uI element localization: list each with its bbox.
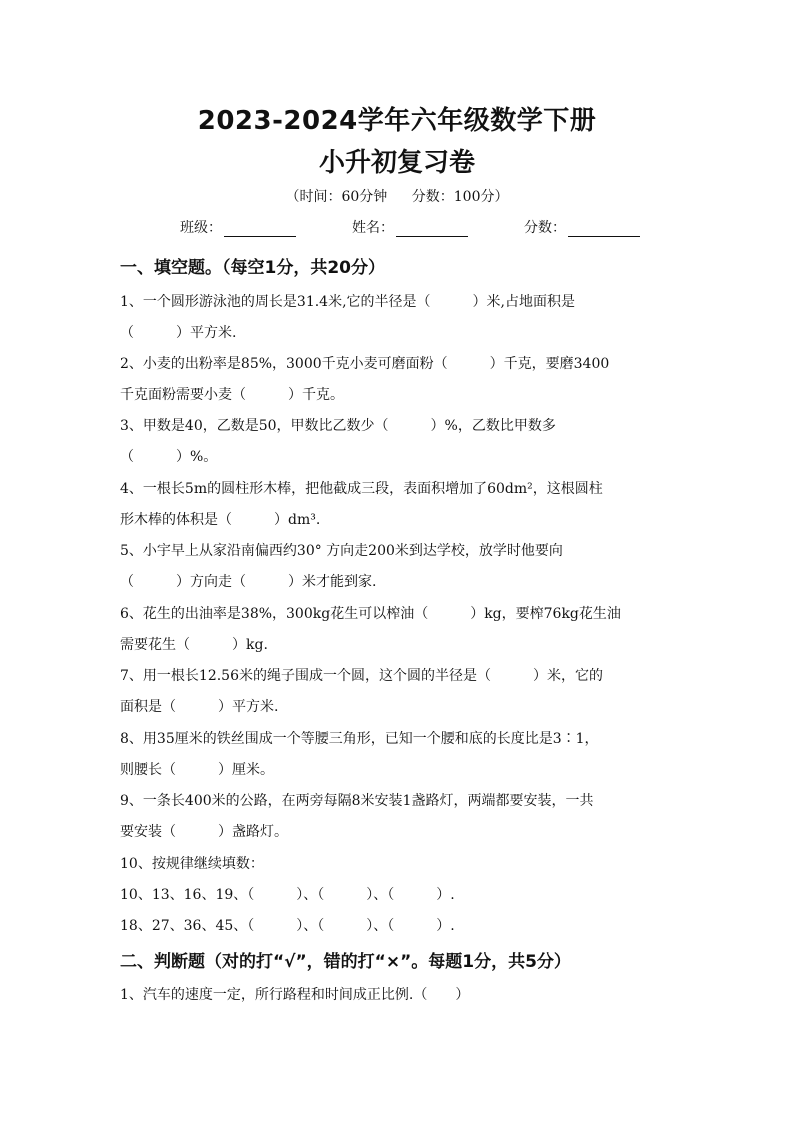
- question-line: 3、甲数是40，乙数是50，甲数比乙数少（ ）%，乙数比甲数多: [120, 418, 556, 434]
- question-line: 18、27、36、45、（ ）、（ ）、（ ）.: [120, 918, 455, 934]
- question-line: 2、小麦的出粉率是85%，3000千克小麦可磨面粉（ ）千克，要磨3400: [120, 356, 610, 372]
- question-line: 10、按规律继续填数：: [120, 856, 264, 872]
- score-info: 分数：100分）: [411, 189, 509, 205]
- question-line: 6、花生的出油率是38%，300kg花生可以榨油（ ）kg，要榨76kg花生油: [120, 606, 621, 622]
- question-line: （ ）%。: [120, 449, 218, 465]
- question-line: 9、一条长400米的公路，在两旁每隔8米安装1盏路灯，两端都要安装，一共: [120, 793, 594, 809]
- section-true-false-heading: 二、判断题（对的打“√”，错的打“×”。每题1分，共5分）: [120, 952, 571, 972]
- student-info-fields: [180, 217, 640, 237]
- question-line: 10、13、16、19、（ ）、（ ）、（ ）.: [120, 887, 455, 903]
- question-line: 需要花生（ ）kg.: [120, 637, 268, 653]
- score-blank[interactable]: [568, 222, 640, 237]
- question-line: 千克面粉需要小麦（ ）千克。: [120, 387, 344, 403]
- exam-meta: [0, 186, 794, 206]
- score-label: 分数：: [524, 220, 566, 236]
- question-line: 形木棒的体积是（ ）dm³.: [120, 512, 321, 528]
- section-fill-in-heading: 一、填空题。（每空1分，共20分）: [120, 258, 385, 278]
- page-title: 2023-2024学年六年级数学下册: [197, 106, 597, 136]
- question-line: 5、小宇早上从家沿南偏西约30° 方向走200米到达学校，放学时他要向: [120, 543, 563, 559]
- class-field[interactable]: [180, 217, 296, 237]
- question-line: 8、用35厘米的铁丝围成一个等腰三角形，已知一个腰和底的长度比是3∶1，: [120, 731, 599, 747]
- question-line: 1、汽车的速度一定，所行路程和时间成正比例.（ ）: [120, 987, 470, 1003]
- name-blank[interactable]: [396, 222, 468, 237]
- class-label: 班级：: [180, 220, 222, 236]
- name-label: 姓名：: [352, 220, 394, 236]
- question-line: 面积是（ ）平方米.: [120, 699, 279, 715]
- score-field[interactable]: [524, 217, 640, 237]
- time-info: （时间：60分钟: [285, 189, 388, 205]
- question-line: 7、用一根长12.56米的绳子围成一个圆，这个圆的半径是（ ）米，它的: [120, 668, 603, 684]
- page-subtitle: 小升初复习卷: [318, 148, 475, 178]
- question-line: 则腰长（ ）厘米。: [120, 762, 274, 778]
- class-blank[interactable]: [224, 222, 296, 237]
- question-line: 4、一根长5m的圆柱形木棒，把他截成三段，表面积增加了60dm²，这根圆柱: [120, 481, 603, 497]
- question-line: 要安装（ ）盏路灯。: [120, 824, 288, 840]
- name-field[interactable]: [352, 217, 468, 237]
- question-line: 1、一个圆形游泳池的周长是31.4米,它的半径是（ ）米,占地面积是: [120, 294, 575, 310]
- question-line: （ ）方向走（ ）米才能到家.: [120, 574, 377, 590]
- question-line: （ ）平方米.: [120, 325, 237, 341]
